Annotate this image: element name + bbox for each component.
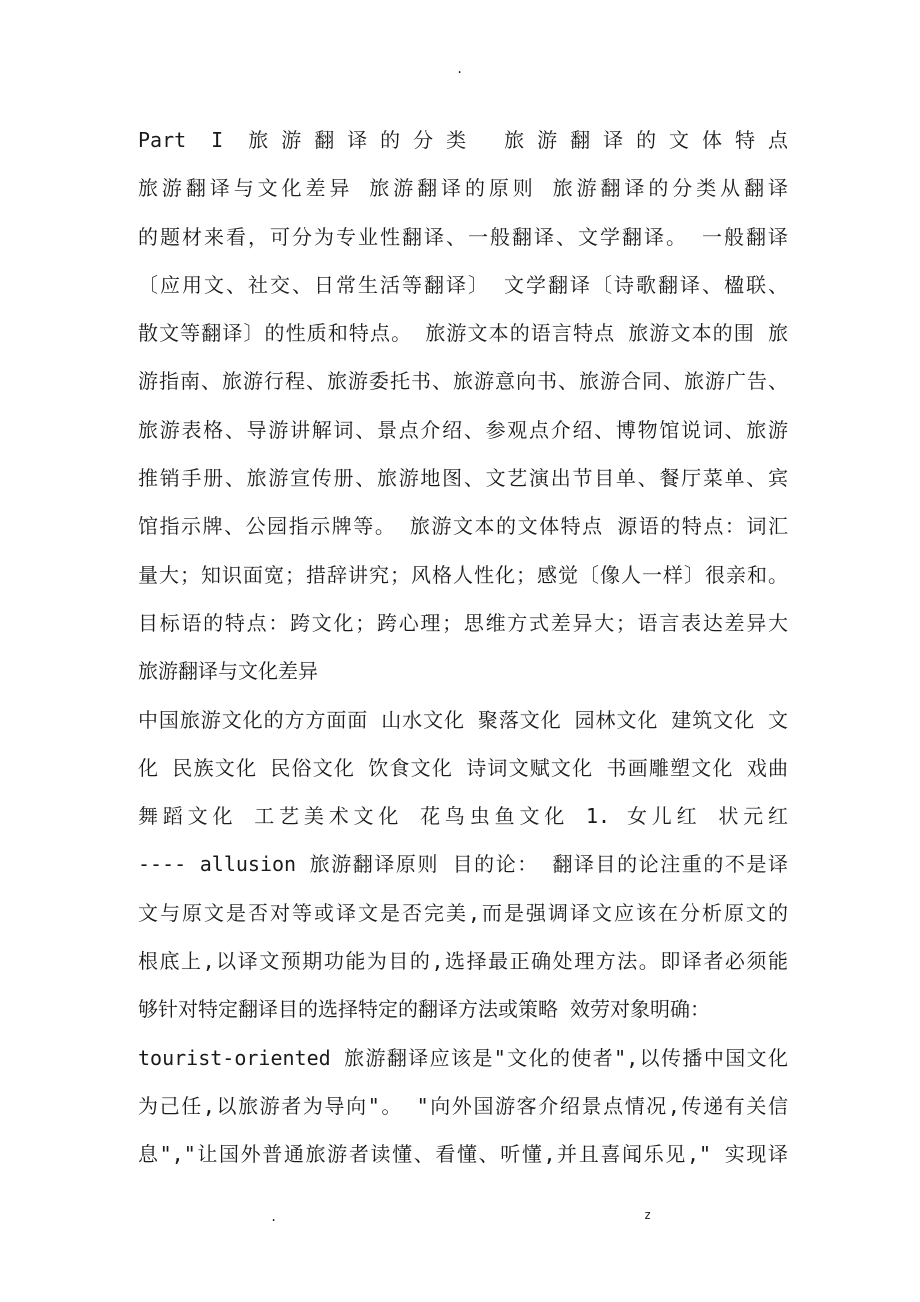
footer-right-mark: z xyxy=(644,1208,652,1222)
text-line: tourist-oriented 旅游翻译应该是"文化的使者",以传播中国文化 xyxy=(138,1045,788,1070)
text-line: 为己任,以旅游者为导向"。 "向外国游客介绍景点情况,传递有关信 xyxy=(138,1093,788,1118)
text-line: 游指南、旅游行程、旅游委托书、旅游意向书、旅游合同、旅游广告、 xyxy=(138,369,788,394)
text-line: 旅游翻译与文化差异 xyxy=(138,659,318,684)
text-line: 〔应用文、社交、日常生活等翻译〕 文学翻译〔诗歌翻译、楹联、 xyxy=(138,272,788,297)
text-line: 舞蹈文化 工艺美术文化 花鸟虫鱼文化 1. 女儿红 状元红 xyxy=(138,804,788,829)
text-line: 化 民族文化 民俗文化 饮食文化 诗词文赋文化 书画雕塑文化 戏曲 xyxy=(138,755,788,780)
text-line: 中国旅游文化的方方面面 山水文化 聚落文化 园林文化 建筑文化 文 xyxy=(138,707,788,732)
text-line: Part I 旅游翻译的分类 旅游翻译的文体特点 xyxy=(138,128,788,152)
text-line: 散文等翻译〕的性质和特点。 旅游文本的语言特点 旅游文本的围 旅 xyxy=(138,321,788,346)
text-line: 旅游翻译与文化差异 旅游翻译的原则 旅游翻译的分类从翻译 xyxy=(138,176,788,201)
text-line: 够针对特定翻译目的选择特定的翻译方法或策略 效劳对象明确： xyxy=(138,997,711,1022)
text-line: 根底上,以译文预期功能为目的,选择最正确处理方法。即译者必须能 xyxy=(138,949,788,974)
text-line: ---- allusion 旅游翻译原则 目的论： 翻译目的论注重的不是译 xyxy=(138,852,788,877)
header-mark: . xyxy=(456,62,464,76)
text-line: 目标语的特点：跨文化；跨心理；思维方式差异大；语言表达差异大 xyxy=(138,610,788,635)
text-line: 量大；知识面宽；措辞讲究；风格人性化；感觉〔像人一样〕很亲和。 xyxy=(138,562,788,587)
text-line: 旅游表格、导游讲解词、景点介绍、参观点介绍、博物馆说词、旅游 xyxy=(138,417,788,442)
text-line: 的题材来看，可分为专业性翻译、一般翻译、文学翻译。 一般翻译 xyxy=(138,224,788,249)
document-body xyxy=(138,116,788,1179)
text-line: 文与原文是否对等或译文是否完美,而是强调译文应该在分析原文的 xyxy=(138,900,788,925)
text-line: 息","让国外普通旅游者读懂、看懂、听懂,并且喜闻乐见," 实现译 xyxy=(138,1142,788,1167)
text-line: 馆指示牌、公园指示牌等。 旅游文本的文体特点 源语的特点：词汇 xyxy=(138,514,788,539)
footer-left-mark: . xyxy=(270,1210,278,1224)
text-line: 推销手册、旅游宣传册、旅游地图、文艺演出节目单、餐厅菜单、宾 xyxy=(138,466,788,491)
